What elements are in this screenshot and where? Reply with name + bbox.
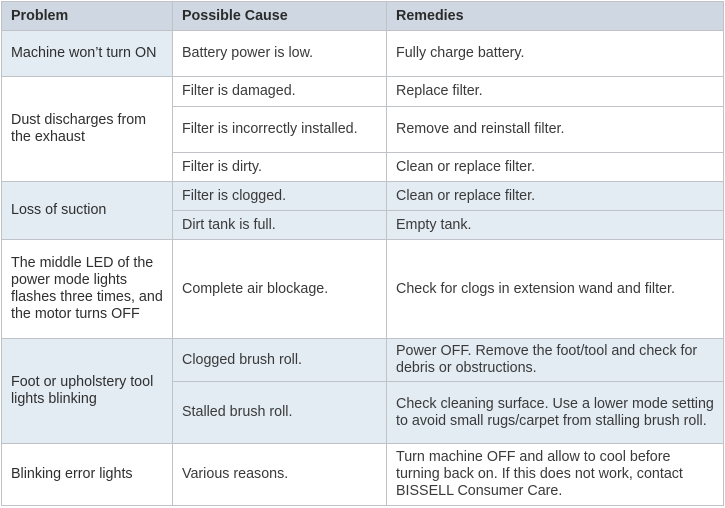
cause-cell: Filter is dirty.: [173, 153, 387, 182]
remedy-cell: Turn machine OFF and allow to cool before turning back on. If this does not work, contact BISSELL Consumer Care.: [387, 444, 724, 506]
cause-cell: Filter is incorrectly installed.: [173, 107, 387, 153]
problem-cell: Foot or upholstery tool lights blinking: [2, 339, 173, 444]
cause-cell: Various reasons.: [173, 444, 387, 506]
problem-cell: Machine won’t turn ON: [2, 31, 173, 77]
cause-cell: Dirt tank is full.: [173, 211, 387, 240]
problem-cell: Loss of suction: [2, 182, 173, 240]
remedy-cell: Clean or replace filter.: [387, 182, 724, 211]
remedy-cell: Remove and reinstall filter.: [387, 107, 724, 153]
problem-cell: The middle LED of the power mode lights flashes three times, and the motor turns OFF: [2, 240, 173, 339]
header-remedies: Remedies: [387, 2, 724, 31]
remedy-cell: Replace filter.: [387, 77, 724, 107]
header-possible-cause: Possible Cause: [173, 2, 387, 31]
table-row: [2, 182, 724, 211]
cause-cell: Battery power is low.: [173, 31, 387, 77]
table-row: [2, 31, 724, 77]
remedy-cell: Clean or replace filter.: [387, 153, 724, 182]
troubleshooting-table: [1, 1, 724, 506]
table-row: [2, 444, 724, 506]
cause-cell: Stalled brush roll.: [173, 382, 387, 444]
header-row: [2, 2, 724, 31]
problem-cell: Blinking error lights: [2, 444, 173, 506]
header-problem: Problem: [2, 2, 173, 31]
remedy-cell: Fully charge battery.: [387, 31, 724, 77]
table-row: [2, 240, 724, 339]
table-row: [2, 339, 724, 382]
remedy-cell: Empty tank.: [387, 211, 724, 240]
remedy-cell: Check for clogs in extension wand and filter.: [387, 240, 724, 339]
cause-cell: Filter is clogged.: [173, 182, 387, 211]
table-row: [2, 77, 724, 107]
cause-cell: Clogged brush roll.: [173, 339, 387, 382]
cause-cell: Complete air blockage.: [173, 240, 387, 339]
remedy-cell: Power OFF. Remove the foot/tool and check for debris or obstructions.: [387, 339, 724, 382]
remedy-cell: Check cleaning surface. Use a lower mode setting to avoid small rugs/carpet from stalling brush roll.: [387, 382, 724, 444]
problem-cell: Dust discharges from the exhaust: [2, 77, 173, 182]
cause-cell: Filter is damaged.: [173, 77, 387, 107]
